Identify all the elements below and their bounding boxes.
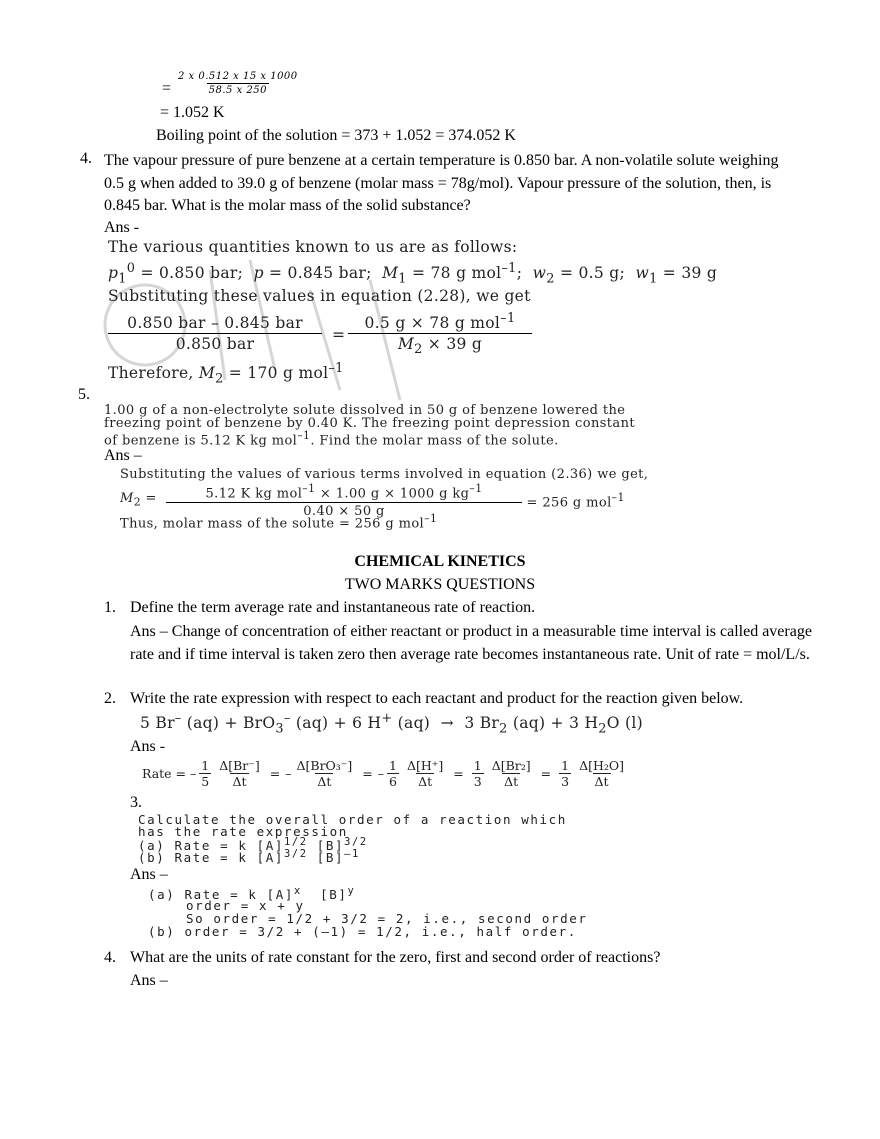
equals: = [141,491,162,506]
scan-text-line: (b) order = 3/2 + (–1) = 1/2, i.e., half order. [148,924,577,939]
text: [B] [307,850,345,866]
superscript: –1 [611,491,625,504]
superscript: –1 [501,261,517,276]
question-number: 4. [80,150,92,167]
denominator: Δt [232,774,247,789]
known-quantities-line [108,261,717,286]
text: (b) Rate = k [A] [138,850,285,866]
text: (a) Rate = k [A] [138,838,285,854]
text: of benzene is 5.12 K kg mol [104,433,298,449]
superscript: – [283,711,291,726]
numerator: 1 [473,758,482,773]
prev-fraction-denominator: 58.5 x 250 [208,85,267,96]
denominator: 6 [389,774,397,789]
answer-label: Ans – [130,866,168,883]
prev-fraction [176,71,300,96]
numerator: 1 [201,758,210,773]
symbol: w [635,264,650,283]
text: = 256 g mol [522,495,612,511]
fraction-denominator [348,333,532,357]
coefficient-fraction [387,758,399,789]
minus-sign: – [190,766,197,781]
subscript: 1 [118,271,127,287]
question-text: Write the rate expression with respect to each reactant and product for the reaction given below. [130,690,744,707]
superscript: –1 [469,482,483,495]
subscript: 2 [133,495,142,509]
text: (aq) + 3 H [507,714,599,733]
superscript: x [294,885,302,897]
scan-text-line: Substituting the values of various terms involved in equation (2.36) we get, [120,467,649,482]
equals-sign: = [453,766,464,781]
numerator: Δ[H⁺] [406,758,444,773]
raoult-rhs-fraction [348,311,532,357]
scan-text-line: freezing point of benzene by 0.40 K. The freezing point depression constant [104,416,635,431]
symbol: M [120,491,134,506]
text: 5 Br [140,714,175,733]
boiling-point-line: Boiling point of the solution = 373 + 1.052 = 374.052 K [156,127,516,144]
superscript: 0 [126,261,136,276]
answer-label: Ans - [130,738,166,755]
question-number: 4. [104,949,116,966]
equals-sign: = [269,766,281,781]
separator: ; [516,264,533,283]
coefficient-fraction [559,758,571,789]
text: × 1.00 g × 1000 g kg [315,486,470,502]
text: Thus, molar mass of the solute = 256 g mol [120,516,425,532]
symbol: M [198,364,216,383]
subscript: 1 [398,271,407,287]
section-title: CHEMICAL KINETICS [354,553,526,570]
superscript: –1 [302,482,316,495]
therefore-text: Therefore, [108,364,199,383]
symbol: M [382,264,399,283]
value: = 39 g [657,264,718,283]
scan-text-line: Calculate the overall order of a reaction which [138,812,567,827]
fraction-numerator [363,311,518,333]
answer-label: Ans – [130,972,168,989]
denominator: Δt [594,774,609,789]
subscript: 2 [598,721,607,737]
scan-text-line: So order = 1/2 + 3/2 = 2, i.e., second order [186,911,588,926]
question-number: 5. [78,386,90,403]
subscript: 2 [215,371,224,387]
scan-text-line [104,429,559,448]
question-text: The vapour pressure of pure benzene at a certain temperature is 0.850 bar. A non-volatile solute weighing 0.5 g when added to 39.0 g of benzene (molar mass = 78g/mol). Vapour pressure of the solution, then, is 0.845 bar. What is the molar mass of the solid substance? [104,152,779,214]
equals-sign: = [162,80,172,97]
prev-fraction-numerator: 2 x 0.512 x 15 x 1000 [178,71,298,82]
scan-text-line: 1.00 g of a non-electrolyte solute dissolved in 50 g of benzene lowered the [104,403,626,418]
derivative-fraction [405,758,445,789]
derivative-fraction [490,758,533,789]
text: (a) Rate = k [A] [148,887,295,903]
denominator: Δt [504,774,519,789]
denominator: 3 [561,774,570,789]
m2-symbol [120,491,161,509]
answer-label: Ans – [104,447,142,464]
equals-sign: = [362,766,373,781]
question-text: Define the term average rate and instantaneous rate of reaction. [130,599,536,616]
symbol: p [253,264,264,283]
superscript: –1 [297,429,311,442]
superscript: 3/2 [344,836,368,848]
numerator: 1 [389,758,397,773]
superscript: – [174,711,182,726]
text: [B] [307,838,345,854]
scan-text-line: The various quantities known to us are as follows: [108,238,518,256]
denominator: 5 [201,774,210,789]
symbol: p [108,264,119,283]
superscript: –1 [424,512,438,525]
freezing-point-result [522,491,625,510]
symbol: w [532,264,547,283]
value: = 0.5 g; [554,264,636,283]
superscript: y [347,885,356,897]
text: O (l) [606,714,643,733]
numerator: 1 [561,758,570,773]
question-number: 1. [104,599,116,616]
text: . Find the molar mass of the solute. [310,433,559,449]
subscript: 1 [649,271,658,287]
superscript: –1 [500,311,516,326]
minus-sign: – [377,766,385,781]
symbol: M [397,335,415,354]
rate-label: Rate = [142,766,190,781]
fraction-denominator: 0.850 bar [108,333,322,353]
answer-label: Ans - [104,219,140,236]
derivative-fraction [294,758,354,789]
denominator: Δt [317,774,332,789]
text: (aq) → 3 Br [392,714,500,733]
value: = 78 g mol [406,264,502,283]
question-number: 3. [130,794,142,811]
scan-text-line: order = x + y [186,898,305,913]
question-text: What are the units of rate constant for the zero, first and second order of reactions? [130,949,661,966]
value: = 170 g mol [223,364,329,383]
scan-text-line: Substituting these values in equation (2.28), we get [108,287,531,305]
superscript: 3/2 [284,848,308,860]
derivative-fraction [577,758,626,789]
coefficient-fraction [472,758,484,789]
value: = 0.850 bar; [135,264,254,283]
fraction-numerator [204,482,485,502]
numerator: Δ[H₂O] [579,758,625,773]
reaction-equation [140,711,643,736]
subscript: 2 [414,342,423,358]
fraction-denominator: 0.40 × 50 g [166,502,522,519]
equals-sign: = [332,326,346,344]
text: [B] [301,887,348,903]
subscript: 2 [546,271,555,287]
molar-mass-result [108,361,344,386]
fraction-numerator: 0.850 bar – 0.845 bar [127,314,303,332]
denominator-text: × 39 g [422,335,483,354]
denominator: 3 [473,774,482,789]
coefficient-fraction [199,758,211,789]
minus-sign: – [285,766,292,781]
answer-text: Ans – Change of concentration of either reactant or product in a measurable time interval is called average rate and if time interval is taken zero then average rate becomes instantaneous rate. Unit of rate = mol/L/s. [130,623,812,663]
superscript: –1 [328,361,344,376]
numerator: Δ[BrO₃⁻] [296,758,353,773]
scan-text-line: has the rate expression [138,824,348,839]
equals-sign: = [540,766,552,781]
superscript: + [381,711,393,726]
numerator: Δ[Br₂] [491,758,531,773]
section-subtitle: TWO MARKS QUESTIONS [344,576,536,593]
denominator: Δt [418,774,433,789]
scan-text-line [120,512,437,531]
numerator-text: 0.5 g × 78 g mol [364,314,501,333]
subscript: 2 [499,721,508,737]
rate-law-b [138,848,360,865]
question-number: 2. [104,690,116,707]
superscript: 1/2 [284,836,308,848]
raoult-lhs-fraction [108,314,322,353]
derivative-fraction [217,758,262,789]
superscript: –1 [344,848,360,860]
subscript: 3 [275,721,284,737]
text: (aq) + 6 H [290,714,382,733]
value: = 0.845 bar; [263,264,383,283]
numerator: Δ[Br⁻] [219,758,260,773]
text: 5.12 K kg mol [205,486,303,502]
rate-expression [142,758,629,789]
prev-result: = 1.052 K [160,104,225,121]
text: (aq) + BrO [181,714,276,733]
